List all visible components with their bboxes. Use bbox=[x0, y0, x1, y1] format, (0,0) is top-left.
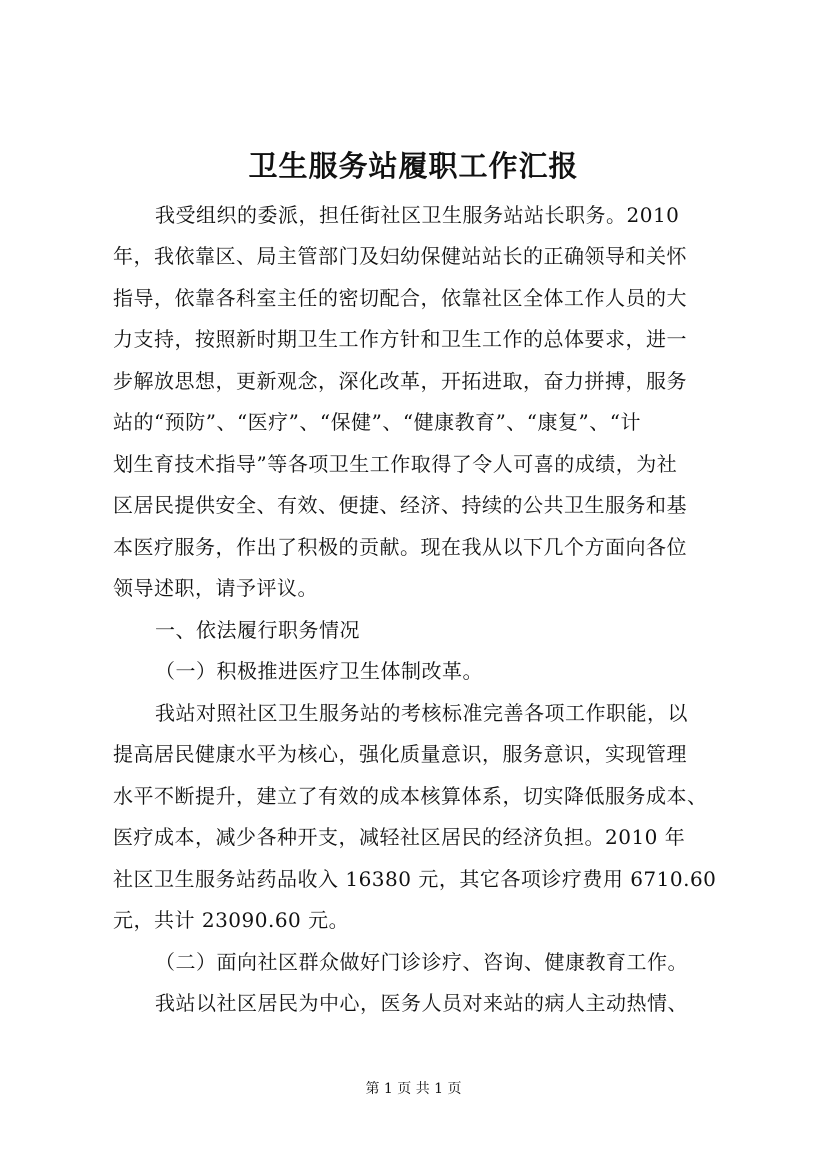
body-line: 步解放思想，更新观念，深化改革，开拓进取，奋力拼搏，服务 bbox=[113, 369, 687, 393]
body-line: 元，共计 23090.60 元。 bbox=[113, 908, 350, 932]
body-line: 力支持，按照新时期卫生工作方针和卫生工作的总体要求，进一 bbox=[113, 327, 687, 351]
body-line: 提高居民健康水平为核心，强化质量意识，服务意识，实现管理 bbox=[113, 742, 687, 766]
section-heading: 一、依法履行职务情况 bbox=[155, 618, 360, 642]
body-line: 我站以社区居民为中心，医务人员对来站的病人主动热情、 bbox=[155, 991, 688, 1015]
subsection-heading: （二）面向社区群众做好门诊诊疗、咨询、健康教育工作。 bbox=[155, 950, 688, 974]
page-number: 第 1 页 共 1 页 bbox=[365, 1081, 462, 1097]
subsection-heading: （一）积极推进医疗卫生体制改革。 bbox=[155, 659, 483, 683]
body-line: 我站对照社区卫生服务站的考核标准完善各项工作职能，以 bbox=[155, 701, 688, 725]
document-title: 卫生服务站履职工作汇报 bbox=[248, 149, 579, 183]
body-line: 站的“预防”、“医疗”、“保健”、“健康教育”、“康复”、“计 bbox=[113, 410, 641, 434]
body-line: 指导，依靠各科室主任的密切配合，依靠社区全体工作人员的大 bbox=[113, 286, 687, 310]
body-line: 年，我依靠区、局主管部门及妇幼保健站站长的正确领导和关怀 bbox=[113, 244, 687, 268]
body-line: 社区卫生服务站药品收入 16380 元，其它各项诊疗费用 6710.60 bbox=[113, 867, 717, 891]
body-line: 领导述职，请予评议。 bbox=[113, 576, 318, 600]
body-line: 本医疗服务，作出了积极的贡献。现在我从以下几个方面向各位 bbox=[113, 535, 687, 559]
body-line: 医疗成本，减少各种开支，减轻社区居民的经济负担。2010 年 bbox=[113, 825, 686, 849]
body-line: 划生育技术指导”等各项卫生工作取得了令人可喜的成绩，为社 bbox=[113, 452, 678, 476]
body-line: 水平不断提升，建立了有效的成本核算体系，切实降低服务成本、 bbox=[113, 784, 708, 808]
body-line: 区居民提供安全、有效、便捷、经济、持续的公共卫生服务和基 bbox=[113, 493, 687, 517]
body-line: 我受组织的委派，担任街社区卫生服务站站长职务。2010 bbox=[155, 203, 680, 227]
